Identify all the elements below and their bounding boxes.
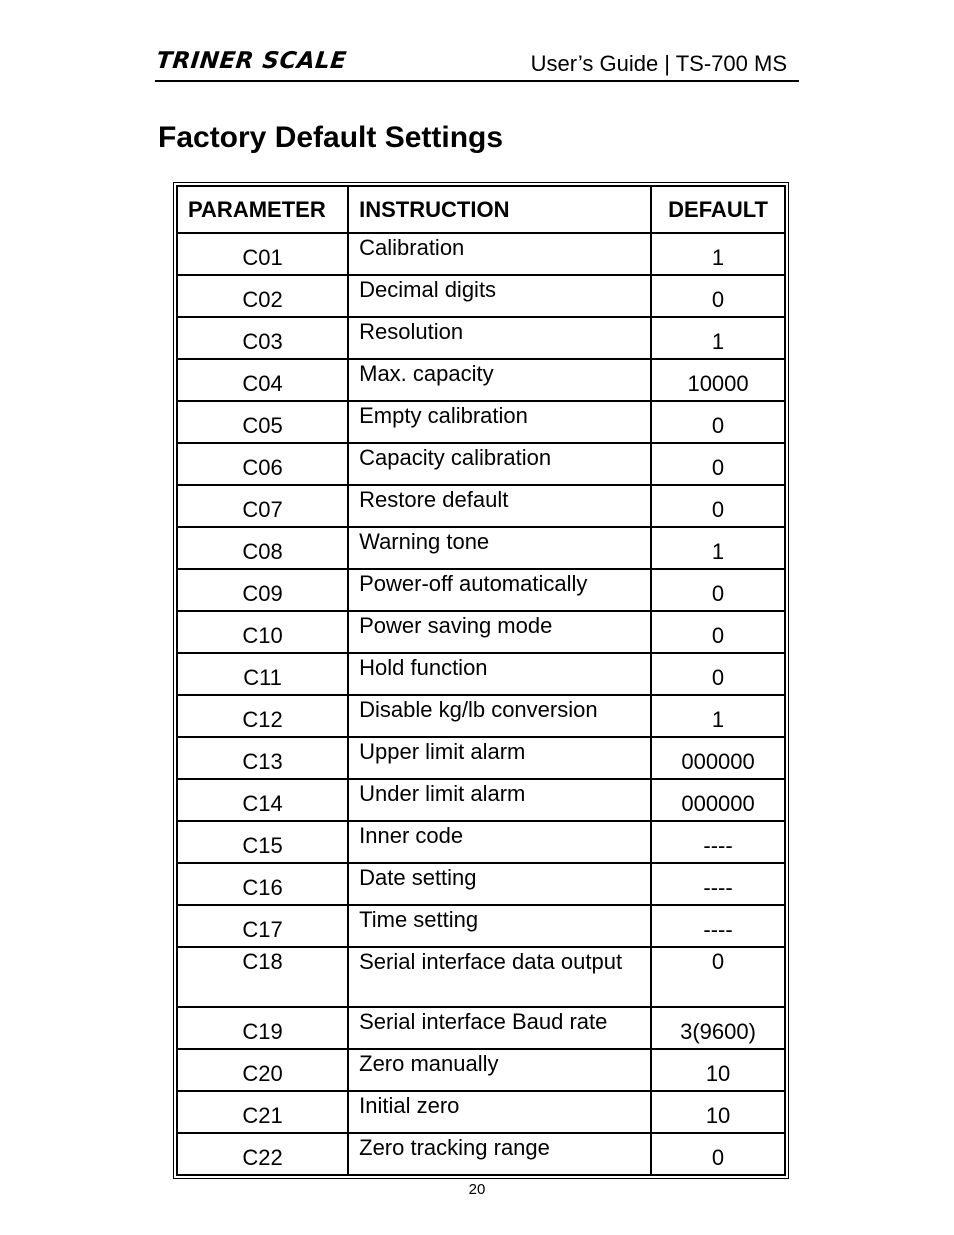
instruction-cell: Warning tone bbox=[348, 527, 651, 569]
default-cell: 0 bbox=[651, 443, 785, 485]
column-header-instruction: INSTRUCTION bbox=[348, 186, 651, 233]
table-row bbox=[177, 317, 785, 359]
parameter-cell: C17 bbox=[177, 905, 348, 947]
parameter-cell: C13 bbox=[177, 737, 348, 779]
table-row bbox=[177, 569, 785, 611]
default-cell: 1 bbox=[651, 233, 785, 275]
table-row bbox=[177, 233, 785, 275]
brand-logo: TRINER SCALE bbox=[155, 48, 348, 74]
table-row bbox=[177, 485, 785, 527]
instruction-cell: Restore default bbox=[348, 485, 651, 527]
default-cell: 1 bbox=[651, 695, 785, 737]
table-row bbox=[177, 527, 785, 569]
instruction-cell: Capacity calibration bbox=[348, 443, 651, 485]
table-row bbox=[177, 737, 785, 779]
parameter-cell: C03 bbox=[177, 317, 348, 359]
default-cell: ---- bbox=[651, 863, 785, 905]
default-cell: 0 bbox=[651, 611, 785, 653]
table-row bbox=[177, 1133, 785, 1175]
table-row bbox=[177, 779, 785, 821]
parameter-cell: C15 bbox=[177, 821, 348, 863]
parameter-cell: C01 bbox=[177, 233, 348, 275]
default-cell: 1 bbox=[651, 317, 785, 359]
default-cell: 0 bbox=[651, 401, 785, 443]
parameter-cell: C18 bbox=[177, 947, 348, 1007]
instruction-cell: Zero manually bbox=[348, 1049, 651, 1091]
column-header-parameter: PARAMETER bbox=[177, 186, 348, 233]
instruction-cell: Calibration bbox=[348, 233, 651, 275]
instruction-cell: Upper limit alarm bbox=[348, 737, 651, 779]
instruction-cell: Resolution bbox=[348, 317, 651, 359]
parameter-cell: C16 bbox=[177, 863, 348, 905]
default-cell: ---- bbox=[651, 905, 785, 947]
parameter-cell: C07 bbox=[177, 485, 348, 527]
default-cell: 10000 bbox=[651, 359, 785, 401]
document-title: User’s Guide | TS-700 MS bbox=[530, 51, 787, 76]
instruction-cell: Decimal digits bbox=[348, 275, 651, 317]
default-cell: 1 bbox=[651, 527, 785, 569]
default-cell: ---- bbox=[651, 821, 785, 863]
instruction-cell: Time setting bbox=[348, 905, 651, 947]
instruction-cell: Disable kg/lb conversion bbox=[348, 695, 651, 737]
settings-table-frame bbox=[173, 182, 789, 1179]
table-row bbox=[177, 443, 785, 485]
parameter-cell: C10 bbox=[177, 611, 348, 653]
page-title: Factory Default Settings bbox=[158, 121, 504, 154]
table-row bbox=[177, 275, 785, 317]
column-header-default: DEFAULT bbox=[651, 186, 785, 233]
default-cell: 10 bbox=[651, 1091, 785, 1133]
instruction-cell: Power saving mode bbox=[348, 611, 651, 653]
table-row bbox=[177, 359, 785, 401]
default-cell: 000000 bbox=[651, 737, 785, 779]
parameter-cell: C20 bbox=[177, 1049, 348, 1091]
table-row bbox=[177, 821, 785, 863]
table-header-row bbox=[177, 186, 785, 233]
instruction-cell: Zero tracking range bbox=[348, 1133, 651, 1175]
parameter-cell: C05 bbox=[177, 401, 348, 443]
table-row bbox=[177, 611, 785, 653]
default-cell: 3(9600) bbox=[651, 1007, 785, 1049]
table-row bbox=[177, 1007, 785, 1049]
default-cell: 000000 bbox=[651, 779, 785, 821]
page-header bbox=[155, 46, 799, 82]
instruction-cell: Inner code bbox=[348, 821, 651, 863]
table-row bbox=[177, 401, 785, 443]
instruction-cell: Serial interface data output bbox=[348, 947, 651, 1007]
parameter-cell: C11 bbox=[177, 653, 348, 695]
default-cell: 0 bbox=[651, 275, 785, 317]
table-row bbox=[177, 905, 785, 947]
instruction-cell: Under limit alarm bbox=[348, 779, 651, 821]
table-row bbox=[177, 1091, 785, 1133]
default-cell: 0 bbox=[651, 485, 785, 527]
parameter-cell: C21 bbox=[177, 1091, 348, 1133]
table-row bbox=[177, 1049, 785, 1091]
parameter-cell: C14 bbox=[177, 779, 348, 821]
parameter-cell: C12 bbox=[177, 695, 348, 737]
instruction-cell: Max. capacity bbox=[348, 359, 651, 401]
table-row bbox=[177, 947, 785, 1007]
instruction-cell: Initial zero bbox=[348, 1091, 651, 1133]
page-number: 20 bbox=[468, 1181, 486, 1198]
instruction-cell: Power-off automatically bbox=[348, 569, 651, 611]
parameter-cell: C02 bbox=[177, 275, 348, 317]
default-cell: 0 bbox=[651, 947, 785, 1007]
table-row bbox=[177, 653, 785, 695]
default-cell: 0 bbox=[651, 1133, 785, 1175]
parameter-cell: C06 bbox=[177, 443, 348, 485]
parameter-cell: C04 bbox=[177, 359, 348, 401]
parameter-cell: C19 bbox=[177, 1007, 348, 1049]
instruction-cell: Hold function bbox=[348, 653, 651, 695]
default-cell: 0 bbox=[651, 569, 785, 611]
parameter-cell: C22 bbox=[177, 1133, 348, 1175]
default-cell: 0 bbox=[651, 653, 785, 695]
instruction-cell: Empty calibration bbox=[348, 401, 651, 443]
table-row bbox=[177, 695, 785, 737]
settings-table bbox=[176, 185, 786, 1176]
parameter-cell: C08 bbox=[177, 527, 348, 569]
instruction-cell: Serial interface Baud rate bbox=[348, 1007, 651, 1049]
parameter-cell: C09 bbox=[177, 569, 348, 611]
table-row bbox=[177, 863, 785, 905]
default-cell: 10 bbox=[651, 1049, 785, 1091]
instruction-cell: Date setting bbox=[348, 863, 651, 905]
